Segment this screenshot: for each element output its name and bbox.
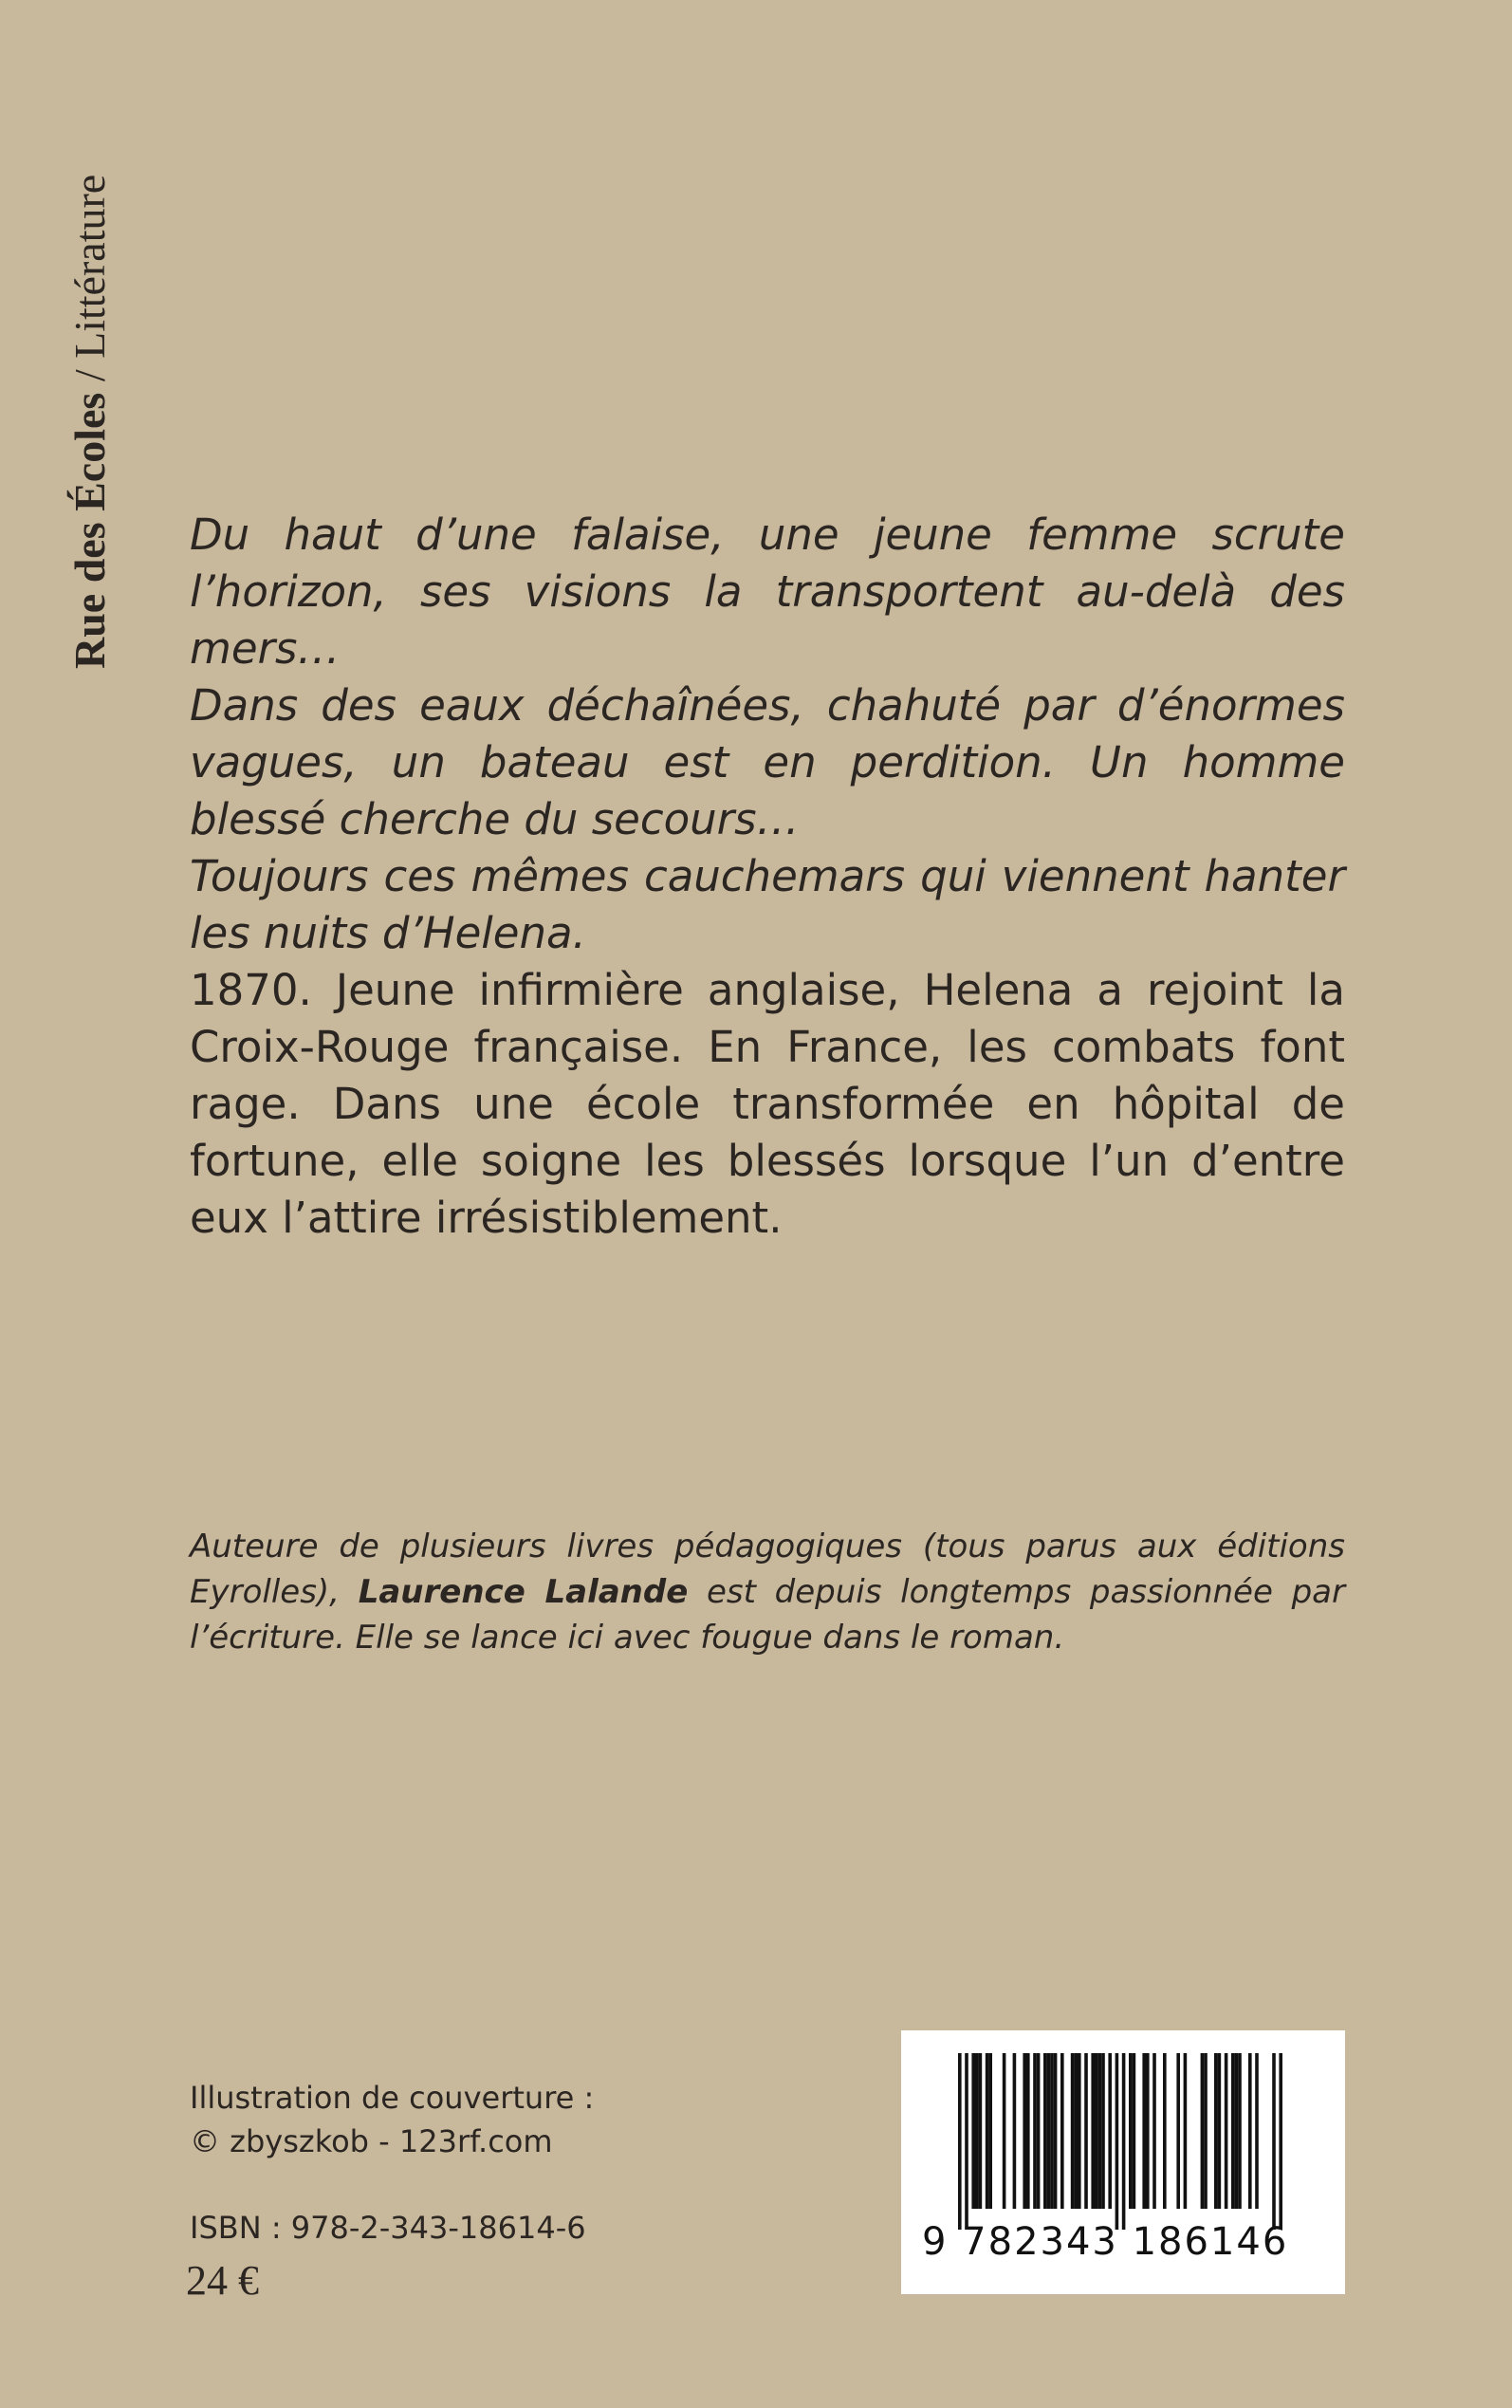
barcode-bar (1101, 2053, 1105, 2209)
credits-source: © zbyszkob - 123rf.com (190, 2123, 553, 2159)
barcode-bar (1043, 2053, 1047, 2209)
barcode-bar (1225, 2053, 1228, 2209)
barcode-bar (965, 2053, 968, 2230)
bio-intro: Auteure de plusieurs livres pédagogiques (tous parus aux éditions Eyrolles), (190, 1528, 1345, 1611)
barcode-bar (1279, 2053, 1282, 2230)
isbn: ISBN : 978-2-343-18614-6 (190, 2210, 586, 2246)
price: 24 € (186, 2257, 259, 2304)
barcode-bar (1184, 2053, 1188, 2209)
barcode-bar (1133, 2053, 1136, 2209)
barcode-bar (1037, 2053, 1041, 2209)
collection-name: Littérature (65, 174, 114, 359)
barcode-bar (1129, 2053, 1133, 2209)
blurb-paragraph: Dans des eaux déchaînées, chahuté par d’énormes vagues, un bateau est en perdition. Un homme blessé cherche du secours… (190, 680, 1345, 844)
barcode-bar (1122, 2053, 1126, 2230)
barcode-bar (1142, 2053, 1146, 2209)
barcode-bar (1047, 2053, 1051, 2209)
barcode-bar (1204, 2053, 1208, 2209)
barcode-bar (1033, 2053, 1037, 2209)
barcode-bar (1272, 2053, 1276, 2230)
blurb-summary (190, 962, 1345, 1247)
author-name: Laurence Lalande (358, 1573, 689, 1611)
barcode-bar (1238, 2053, 1242, 2209)
barcode-bar (958, 2053, 962, 2230)
blurb-paragraph: Du haut d’une falaise, une jeune femme scrute l’horizon, ses visions la transportent au-delà des mers… (190, 509, 1345, 674)
illustration-credits (190, 2076, 594, 2163)
barcode-bar (1091, 2053, 1095, 2209)
author-bio (190, 1524, 1345, 1660)
barcode-bar (979, 2053, 983, 2209)
bio-rest: est depuis longtemps passionnée par l’écriture. Elle se lance ici avec fougue dans le roman. (190, 1573, 1345, 1657)
spine-separator: / (65, 358, 114, 393)
barcode-bar (1054, 2053, 1058, 2209)
blurb-paragraph: 1870. Jeune infirmière anglaise, Helena a rejoint la Croix-Rouge française. En France, les combats font rage. Dans une école transformée en hôpital de fortune, elle soigne les blessés lorsque l’un d’entre eux l’attire irrésistiblement. (190, 965, 1345, 1243)
blurb-paragraph: Toujours ces mêmes cauchemars qui viennent hanter les nuits d’Helena. (190, 851, 1345, 958)
barcode-bar (1231, 2053, 1235, 2209)
barcode-bar (1201, 2053, 1205, 2209)
barcode-bar (1098, 2053, 1102, 2209)
barcode-bar (1026, 2053, 1030, 2209)
barcode-bar (1078, 2053, 1081, 2209)
barcode-bar (1095, 2053, 1098, 2209)
barcode-bar (1152, 2053, 1156, 2209)
blurb-italic (190, 507, 1345, 962)
barcode-bar (1176, 2053, 1180, 2209)
barcode-bar (1074, 2053, 1078, 2209)
credits-label: Illustration de couverture : (190, 2080, 595, 2116)
series-name: Rue des Écoles (65, 392, 114, 669)
barcode-bar (1050, 2053, 1054, 2209)
barcode-bar (1255, 2053, 1259, 2209)
barcode-bar (1060, 2053, 1064, 2209)
barcode-bar (1248, 2053, 1252, 2209)
barcode-bar (1163, 2053, 1167, 2209)
barcode-bar (988, 2053, 992, 2209)
barcode-bar (975, 2053, 979, 2209)
barcode-digits: 9 782343 186146 (922, 2220, 1289, 2264)
barcode-bar (1218, 2053, 1222, 2209)
barcode-bar (1108, 2053, 1112, 2209)
barcode-bar (1116, 2053, 1119, 2230)
barcode-bar (1013, 2053, 1017, 2209)
barcode-bar (986, 2053, 989, 2209)
barcode-bar (1023, 2053, 1026, 2209)
barcode-bar (1084, 2053, 1088, 2209)
barcode-bar (1003, 2053, 1006, 2209)
spine-title (65, 175, 115, 669)
barcode-bar (1214, 2053, 1218, 2209)
barcode-bar (1146, 2053, 1150, 2209)
barcode-bar (971, 2053, 975, 2209)
barcode-bar (1071, 2053, 1075, 2209)
barcode (901, 2030, 1345, 2294)
barcode-bar (1235, 2053, 1239, 2209)
